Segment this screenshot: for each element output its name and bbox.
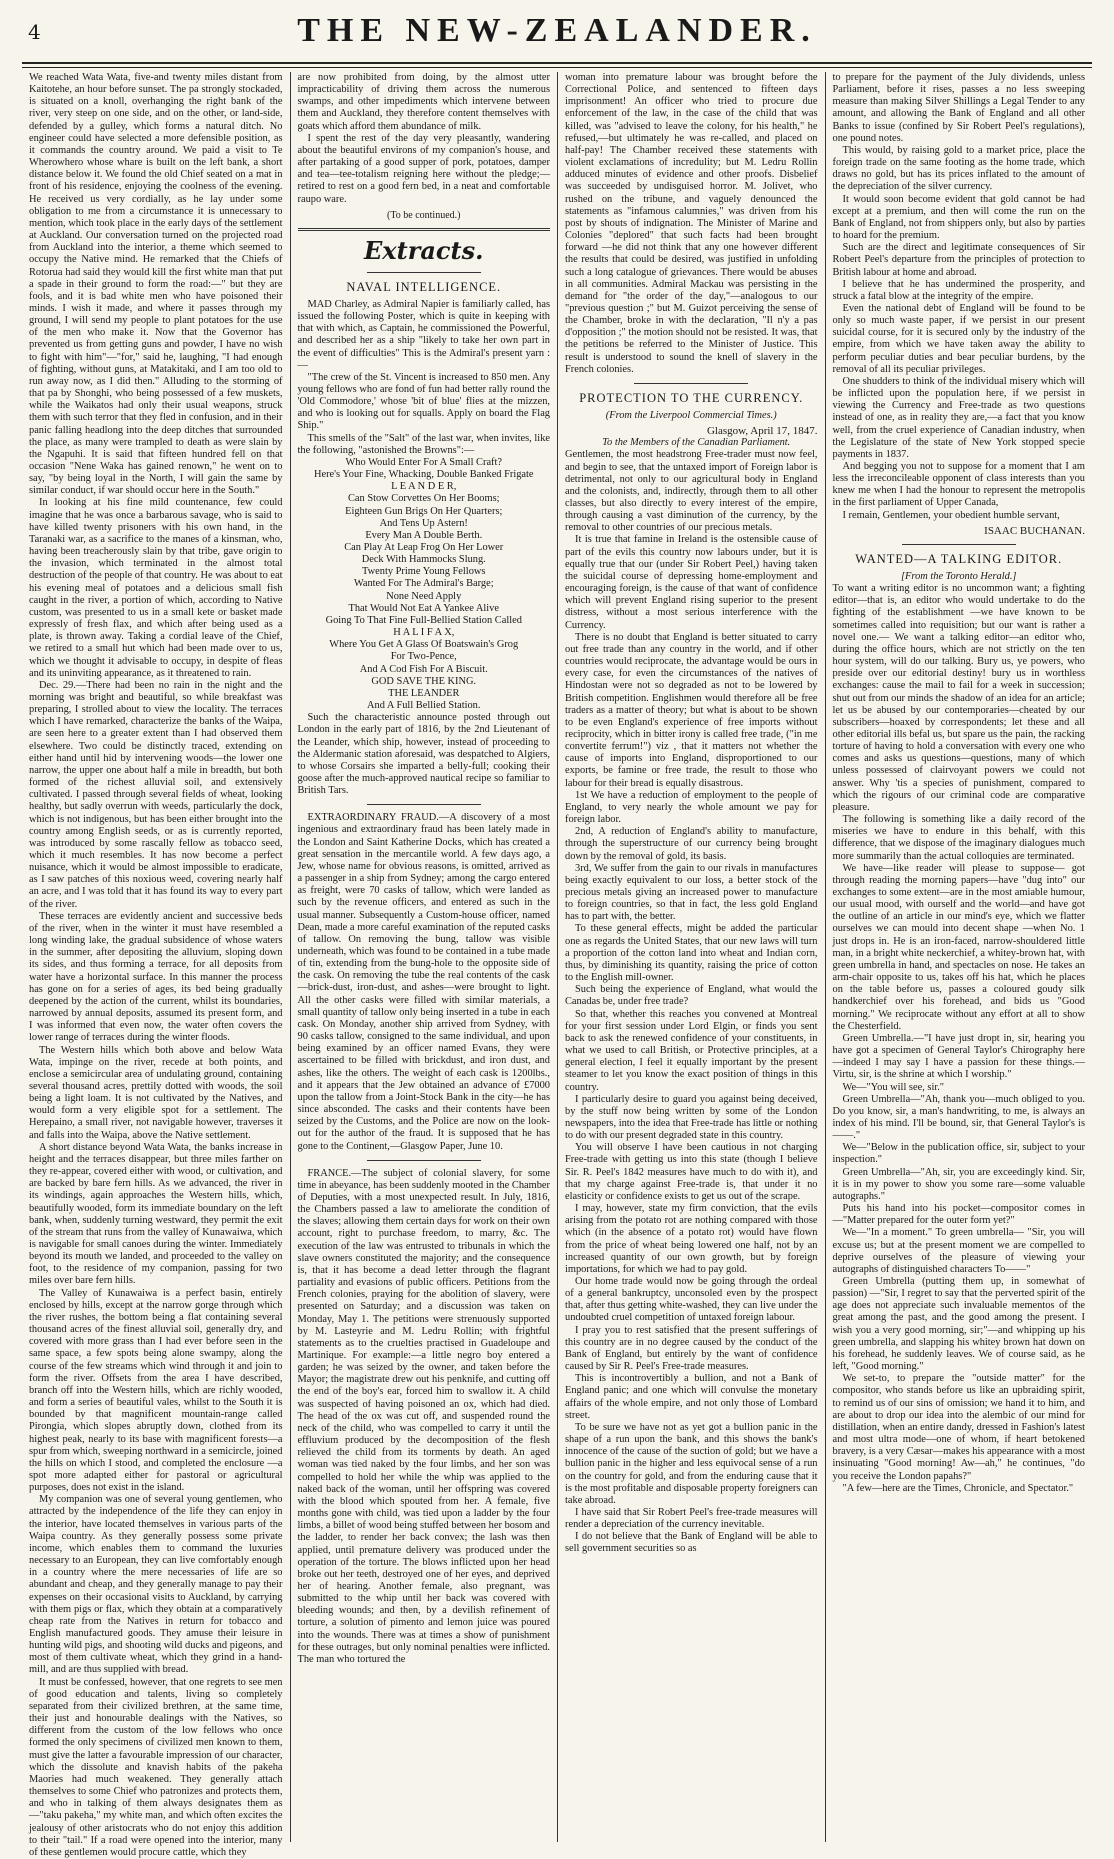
divider — [634, 383, 748, 384]
letter-paragraph: It is true that famine in Ireland is the ostensible cause of part of the evils this country now labours under, but it is equally true that our (under Sir Robert Peel,) having taken the suicidal course of depressing home-employment and encouraging foreign, is the cause of that want of confidence which will prevent England rising superior to the present distress, without a most serious interference with the Currency. — [565, 534, 818, 631]
currency-letter-continued — [833, 72, 1086, 522]
letter-paragraph: I do not believe that the Bank of England will be able to sell government securities so as — [565, 1531, 818, 1555]
currency-address: To the Members of the Canadian Parliament. — [602, 437, 791, 449]
verse-line: H A L I F A X, — [393, 627, 455, 639]
france-paragraph: FRANCE.—The subject of colonial slavery, for some time in abeyance, has been suddenly mooted in the Chamber of Deputies, with a most unexpected result. In July, 1816, the Chambers passed a law to ameliorate the condition of the slaves; allowing them certain days for work on their own account, right to purchase freedom, to marry, &c. The execution of the law was entrusted to tribunals in which the slave owners constituted the majority; and the consequence is, that it has become a dead letter through the flagrant partiality and evasions of public officers. Petitions from the French colonies, praying for the abolition of slavery, were presented on Saturday; and a discussion was taken on Monday, May 1. The petitions were strenuously supported by M. Lasteyrie and M. Ledru Rollin; with frightful statements as to the cruelties practised in Guadeloupe and Martinique. For example:—a little negro boy entered a garden; he was seized by the owner, and taken before the Mayor; the magistrate drew out his penknife, and cutting off the end of the boy's ear, forced him to swallow it. A child was suspected of having poisoned an ox, which had died. The head of the ox was cut off, and suspended round the neck of the child, who was compelled to carry it until the effluvium produced by the decomposition of the flesh relieved the child from its torments by death. An aged woman was tied naked by the four limbs, and her son was compelled to hold her while the whip was applied to the naked back of the woman, until her offspring was covered with the blood which spouted from her. A female, five months gone with child, was tied upon a ladder by the four limbs, a billet of wood being stuffed between her bosom and the ladder, to render her back convex; the lash was then applied, until premature delivery was produced under the operation of the torture. The blows inflicted upon her head broke out her teeth, destroyed one of her eyes, and deprived her of hearing. Another female, also pregnant, was submitted to the whip until her back was covered with bleeding wounds; and then, by a devilish refinement of torture, a solution of pimento and lemon juice was poured into the wounds. There was at times a show of punishment for these outrages, but only nominal penalties were inflicted. The man who tortured the — [297, 1167, 550, 1665]
article-paragraph: I spent the rest of the day very pleasantly, wandering about the beautiful environs of my companion's house, and after partaking of a good supper of pork, potatoes, damper and tea—tee-totalism reigning here without the pledge;—retired to rest on a good fern bed, in a neat and comfortable raupo ware. — [297, 132, 550, 205]
divider — [367, 272, 481, 273]
article-paragraph: Puts his hand into his pocket—compositor comes in—"Matter prepared for the outer form yet?" — [832, 1203, 1085, 1227]
letter-paragraph: To these general effects, might be added the particular one as regards the United States, that our new laws will turn a proportion of the cotton land into wheat and Indian corn, thus, by diminishing its quantity, raising the price of cotton to the English mill-owner. — [565, 923, 818, 984]
currency-title: PROTECTION TO THE CURRENCY. — [579, 390, 804, 405]
letter-paragraph: I may, however, state my firm conviction, that the evils arising from the potato rot are nothing compared with those which (in the absence of a potato rot) would have flown from the price of wheat being lowered one half, not by an increased quantity of our own growth, but by foreign importations, for which we had to pay gold. — [565, 1203, 818, 1275]
column-1-body — [29, 72, 283, 1859]
letter-paragraph: 2nd, A reduction of England's ability to manufacture, through the superstructure of our currency being brought down by the removal of gold, its basis. — [565, 826, 818, 862]
fraud-paragraph: EXTRAORDINARY FRAUD.—A discovery of a most ingenious and extraordinary fraud has been lately made in the London and Saint Katherine Docks, which has created a great sensation in the mercantile world. A few days ago, a Jew, whose name for obvious reasons, is omitted, arrived as a passenger in a ship from Sydney; among the cargo entered as freight, were 70 casks of tallow, which were landed as such by the revenue officers, and entered as such in the usual manner. Subsequently a Custom-house officer, named Dean, made a more careful examination of the reputed casks of tallow. On removing the bung, tallow was visible underneath, which was found to be contained in a tube made of tin, extending from the bung-hole to the opposite side of the cask. On removing the tube the real contents of the cask—brick-dust, iron-dust, and ashes—were brought to light. All the other casks were filled with similar materials, a small quantity of tallow only being inserted in a tube in each cask. On Monday, another ship arrived from Sydney, with 90 casks tallow, consigned to the same individual, and upon being examined by an officer named Evans, they were ascertained to be filled with brickdust, and iron dust, and ashes, like the others. The weight of each cask is 1200lbs., and it appears that the Jew obtained an advance of £7000 upon the tallow from a Joint-Stock Bank in the city—he has since absconded. The casks and their contents have been seized by the Customs, and the Police are now on the look-out for the author of the fraud. It is supposed that he has gone to the Continent,—Glasgow Paper, June 10. — [297, 812, 550, 1152]
newspaper-title: THE NEW-ZEALANDER. — [297, 12, 817, 49]
letter-paragraph: Even the national debt of England will be found to be only so much waste paper, if we persist in our present suicidal course, for it is secured only by the industry of the empire, from which we have taken away the ability to perform peculiar duties and bear peculiar burdens, by the removal of all its peculiar privileges. — [832, 302, 1085, 375]
currency-source: (From the Liverpool Commercial Times.) — [605, 409, 777, 421]
letter-paragraph: And begging you not to suppose for a moment that I am less the irreconcileable opponent of class interests than you knew me when I had the honour to represent the metropolis in the first parliament of Upper Canada, — [832, 461, 1085, 509]
verse-line: THE LEANDER — [388, 687, 460, 699]
letter-paragraph: I remain, Gentlemen, your obedient humble servant, — [842, 509, 1060, 521]
letter-paragraph: Such are the direct and legitimate consequences of Sir Robert Peel's departure from the principles of protection to British labour at home and abroad. — [832, 242, 1085, 278]
letter-paragraph: I pray you to rest satisfied that the present sufferings of this country are in no degree caused by the conduct of the Bank of England, but entirely by the want of confidence caused by Sir R. Peel's Free-trade measures. — [565, 1324, 818, 1373]
letter-paragraph: To be sure we have not as yet got a bullion panic in the shape of a run upon the bank, and this shows the bank's innocence of the cause of the suction of gold; but we have a bullion panic in the higher and less equivocal sense of a run on the country for gold, and from the enduring cause that it is the most profitable and disposable property foreigners can take abroad. — [565, 1421, 818, 1506]
divider — [367, 804, 481, 805]
letter-paragraph: So that, whether this reaches you convened at Montreal for your first session under Lord Elgin, or finds you sent back to ask the renewed confidence of your constituents, in what we used to call British, or Protective principles, at a general election, I feel it equally important by the present steamer to let you know the exact position of things in this country. — [565, 1008, 818, 1093]
extracts-heading: Extracts. — [364, 235, 484, 265]
article-paragraph: Green Umbrella.—"I have just dropt in, sir, hearing you have got a specimen of General Taylor's Chirography here—indeed I may say I have a passion for these things.—Virtu, sir, is the shrine at which I worship." — [832, 1032, 1085, 1081]
verse-line: And A Cod Fish For A Biscuit. — [359, 663, 488, 675]
article-paragraph: Such the characteristic announce posted through out London in the early part of 1816, by the 2nd Lieutenant of the Leander, which ship, however, instead of proceeding to the Aldermanic station aforesaid, was despatched to Algiers, to whose Corsairs she imparted a belly-full; cooking their goose after the much-approved nautical recipe so familiar to British Tars. — [297, 712, 550, 797]
article-paragraph: These terraces are evidently ancient and successive beds of the river, when in the winter it must have resembled a long winding lake, the gradual subsidence of whose waters in the summer, after depositing the alluvium, sloping down its sides, and thus forming a terrace, for all deposits from water have a horizontal surface. In this manner the process has gone on for a series of ages, its bed being gradually deepened by the action of the current, whilst its boundaries, narrowed by annual deposits, assumed its present form, and I was informed that even now, the water often covers the lower range of terraces during the winter floods. — [29, 910, 283, 1044]
article-quote: "The crew of the St. Vincent is increased to 850 men. Any young fellows who are fond of fun had better rally round the 'Old Commodore,' whose 'bit of blue' flies at the mizzen, and who is looking out for squalls. Apply on board the Flag Ship." — [297, 371, 550, 432]
divider — [367, 1160, 481, 1161]
article-paragraph: We set-to, to prepare the "outside matter" for the compositor, who stands before us like an upbraiding spirit, to remind us of our sins of omission; we hand it to him, and are about to drop our idea into the alembic of our mind for distillation, when an entire dandy, dressed in Fashion's latest and most ultra mode—one of whom, if heart betokened bravery, is a very Cæsar—makes his appearance with a most insinuating "Good morning! Aw—ah," he continues, "do you receive the London papahs?" — [832, 1373, 1085, 1482]
wanted-source: [From the Toronto Herald.] — [901, 570, 1017, 582]
naval-title: NAVAL INTELLIGENCE. — [346, 279, 502, 294]
verse-line: And Tens Up Astern! — [379, 517, 468, 529]
verse-line: Deck With Hammocks Slung. — [361, 554, 486, 566]
article-paragraph: MAD Charley, as Admiral Napier is familiarly called, has issued the following Poster, which is quite in keeping with that with which, as Captain, he commissioned the Powerful, and described her as a ship "likely to take her own part in the event of difficulties" This is the Admiral's present yarn :— — [297, 298, 550, 371]
letter-paragraph: I believe that he has undermined the prosperity, and struck a fatal blow at the integrity of the empire. — [832, 278, 1085, 302]
article-paragraph: In looking at his fine mild countenance, few could imagine that he was once a barbarous savage, who is said to have killed twenty prisoners with his own hand, in the Taranaki war, as a sacrifice to the manes of a kinsman, who, having been treacherously slain by that tribe, gave origin to the invasion, which terminated in the almost total destruction of the people of that country. He was about to eat his evening meal of potatoes and a delicious small fish caught in the river, a portion of which, according to Native custom, was presented to us in a small kete or basket made expressly of fresh flax, and which after being used as a plate, is thrown away. Taking a cordial leave of the Chief, we retired to a small hut which had been made over to us, which we thought it advisable to occupy, in despite of fleas and its uninviting appearance, as it threatened to rain. — [29, 497, 283, 679]
article-paragraph: This smells of the "Salt" of the last war, when invites, like the following, "astonished the Browns":— — [297, 432, 550, 456]
article-paragraph: A short distance beyond Wata Wata, the banks increase in height and the terraces disappear, but three miles farther on they re-appear, covered either with wood, or cultivation, and are backed by bare fern hills. As we advanced, the river in its windings, again approaches the Western hills, which, beautifully wooded, form its immediate boundary on the left bank, when, suddenly turning westward, they permit the exit of the stream that runs from the valley of Kunawaiwa, which is navigable for small canoes during the winter. Immediately beyond its mouth we landed, and proceeded to the valley on foot, to the residence of my companion, passing for two miles over bare fern hills. — [29, 1141, 283, 1287]
verse-line: L E A N D E R, — [391, 481, 457, 493]
verse-line: Wanted For The Admiral's Barge; — [353, 578, 494, 590]
article-paragraph: Green Umbrella—"Ah, sir, you are exceedingly kind. Sir, it is in my power to show you some rare—some valuable autographs." — [832, 1166, 1085, 1202]
letter-paragraph: I particularly desire to guard you against being deceived, by the stuff now being written by some of the London newspapers, into the idea that Free-trade has little or nothing to do with our present degraded state in this country. — [565, 1093, 818, 1142]
verse-line: For Two-Pence, — [390, 651, 457, 663]
column-3 — [557, 72, 825, 1842]
article-paragraph: We have—like reader will please to suppose— got through reading the morning papers—have "dug into" our exchanges to some extent—are in the most amiable humour, our usual mood, with ourself and the world—and have got the outline of an article in our mind's eye, which we flatter ourselves we can mould into decent shape —when No. 1 just drops in. He is an iron-faced, narrow-shouldered little man, in a bright white neckerchief, a whitey-brown hat, with green umbrella in hand, and spectacles on nose. He takes an arm-chair opposite to us, takes off his hat, which he places on the table before us, passes a coloured goudy silk handkerchief over his forehead, and bids us "Good morning." We reciprocate without any effort at all to show the Chesterfield. — [832, 862, 1085, 1032]
letter-paragraph: to prepare for the payment of the July dividends, unless Parliament, before it rises, passes a no less sweeping measure than making Silver Shillings a Legal Tender to any amount, and allowing the Bank of England and all other Banks to issue (confined by Sir Robert Peel's regulations), one pound notes. — [832, 72, 1085, 144]
article-paragraph: We—"In a moment." To green umbrella— "Sir, you will excuse us; but at the present moment we are compelled to deprive ourselves of the pleasure of viewing your autographs of distinguished characters To——" — [832, 1227, 1085, 1275]
article-paragraph: are now prohibited from doing, by the almost utter impracticability of driving them across the numerous swamps, and other impediments which intervene between them and Auckland, they therefore content themselves with goats which afford them abundance of milk. — [297, 72, 550, 132]
letter-signature: ISAAC BUCHANAN. — [984, 524, 1085, 537]
article-paragraph: Green Umbrella (putting them up, in somewhat of passion) —"Sir, I regret to say that the perverted spirit of the age does not appreciate such invaluable mementos of the great among the past, and the good among the present. I wish you a very good morning, sir;"—and whipping up his green umbrella, and slapping his whitey brown hat down on his forehead, he suddenly leaves. We of course said, as he left, "Good morning." — [832, 1276, 1085, 1373]
article-paragraph: We—"Below in the publication office, sir, subject to your inspection." — [832, 1142, 1085, 1166]
letter-paragraph: Such being the experience of England, what would the Canadas be, under free trade? — [565, 984, 818, 1008]
verse-line: Where You Get A Glass Of Boatswain's Grog — [329, 639, 519, 651]
column-2 — [290, 72, 558, 1842]
column-1 — [22, 72, 290, 1858]
letter-paragraph: This would, by raising gold to a market price, place the foreign trade on the same footing as the home trade, which draws no gold, but has its prices inflated to the amount of the depreciation of the silver currency. — [832, 144, 1085, 193]
currency-dateline: Glasgow, April 17, 1847. — [706, 425, 818, 438]
article-paragraph: The Western hills which both above and below Wata Wata, impinge on the river, recede at both points, and enclose a semicircular area of undulating ground, containing several thousand acres, prettily dotted with woods, the soil being a light loam. It is not cultivated by the Natives, and would form a very eligible spot for a settlement. The Herepaino, a small river, not navigable however, traverses it and falls into the Waipa, above the Native settlement. — [29, 1044, 283, 1141]
letter-paragraph: Our home trade would now be going through the ordeal of a general bankruptcy, unconsoled even by the prospect that, after thus getting white-washed, they can live under the undoubted cruel competition of untaxed foreign labour. — [565, 1276, 818, 1324]
letter-paragraph: One shudders to think of the individual misery which will be inflicted upon the population here, if we persist in viewing the Currency and Free-trade as two questions instead of one, as in reality they are,—a fact that you know well, from the cruel experience of Canadian industry, when the Legislature of the state of New York stopped specie payments in 1837. — [832, 375, 1085, 460]
letter-paragraph: This is incontrovertibly a bullion, and not a Bank of England panic; and one which will convulse the monetary affairs of the whole empire, and not only those of Lombard street. — [565, 1373, 818, 1421]
letter-paragraph: 1st We have a reduction of employment to the people of England, to very nearly the whole amount we pay for foreign labor. — [565, 789, 818, 826]
article-paragraph: We reached Wata Wata, five-and twenty miles distant from Kaitotehe, an hour before sunset. The pa strongly stockaded, is situated on a knoll, overhanging the right bank of the river, very steep on one side, and on the other, or land-side, defended by a gulley, which forms a natural ditch. No engineer could have selected a more defensible position, as it commands the country around. We paid a visit to Te Wherowhero whose whare is built on the left bank, a short distance below it. We found the old Chief seated on a mat in front of his residence, enjoying the coolness of the evening. He received us very cordially, as he lay under some obligation to me from a circumstance it is unnecessary to mention, which took place in the early days of the settlement at Auckland. Our conversation turned on the projected road from Auckland into the interior, a theme which seemed to occupy the Native mind. He remarked that the Chiefs of Rotorua had said they would kill the first white man that put a spade in their ground to form the road:—" but they are fools, and it is bad white men who have poisoned their minds. I wish it made, and where it passes through my ground, I will send my people to plant potatoes for the use of the men who make it. Now that the Governor has prevented us from getting guns and powder, I have no wish to fight with him"—"for," said he, laughing, "I had enough of fighting, without guns, at Matakitaki, and I am too old to run away now, as I did then." Alluding to the storming of that pa by Shonghi, who being possessed of a few muskets, while the Waikatos had only their usual weapons, struck them with such terror that they fled in confusion, and in their panic falling headlong into the deep ditches that surrounded the place, as many were trampled to death as were slain by the Ngapuhi. It is said that fifteen hundred fell on that occasion "Nene Waka has gained renown," he went on to say, "by being loyal in the North, I will gain the same by similar conduct, if war should occur here in the South." — [29, 72, 283, 497]
article-paragraph: The following is something like a daily record of the miseries we have to endure in this behalf, with this difference, that we dispose of the imaginary dialogues much more summarily than the actual colloquies are terminated. — [832, 814, 1085, 862]
letter-paragraph: Gentlemen, the most headstrong Free-trader must now feel, and begin to see, that the untaxed import of Foreign labor is detrimental, not only to our agricultural body in England and the colonists, and, indirectly, through them to all other classes, but also directly to every interest of the empire, through causing a vast diminution of the currency, by the removal to other countries of our precious metals. — [565, 449, 818, 534]
letter-paragraph: You will observe I have been cautious in not charging Free-trade with getting us into this state (though I believe Sir. R. Peel's 1842 measures have much to do with it), and that my charge against Free-trade is, that under it no elasticity or confidence exists to get us out of the scrape. — [565, 1142, 818, 1202]
masthead — [22, 0, 1092, 64]
letter-paragraph: 3rd, We suffer from the gain to our rivals in manufactures being exactly equivalent to our loss, a better stock of the precious metals giving an increased power to manufacture to foreign countries, so that in fact, the less gold England has to part with, the better. — [565, 862, 818, 923]
verse-line: Who Would Enter For A Small Craft? — [345, 456, 503, 468]
verse-line: Can Stow Corvettes On Her Booms; — [347, 493, 500, 505]
article-paragraph: woman into premature labour was brought before the Correctional Police, and sentenced to fifteen days imprisonment! An officer who tried to procure due enforcement of the law, in the case of the child that was killed, was "advised to leave the colony, for his health," he refused,—but ultimately he was re-called, and placed on half-pay! The Chamber received these statements with violent exclamations of incredulity; but M. Ledru Rollin adduced minutes of evidence and other proofs. Disbelief was succeeded by undisguised horror. M. Jolivet, who rushed on the tribune, and vaguely denounced the statements as "infamous calumnies," was driven from his post by shouts of indignation. The Minister of Marine and Colonies "deplored" that such facts had been brought forward —he did not think that any one however different the results that could be desired, was justified in unfolding such a long catalogue of grievances. There would be abuses in all communities. Admiral Mackau was persisting in the demand for "the order of the day,"—analogous to our "previous question ;" but M. Guizot perceiving the sense of the Chamber, broke in with the declaration, "Il n'y a pas d'opposition ;" the motion should not be resisted. It was, that the petitions be referred to the Minister of Justice. This result is understood to sound the knell of slavery in the French colonies. — [565, 72, 818, 375]
verse-line: GOD SAVE THE KING. — [371, 675, 477, 687]
section-rule — [298, 228, 551, 231]
letter-paragraph: I have said that Sir Robert Peel's free-trade measures will render a depreciation of the currency inevitable. — [565, 1506, 818, 1531]
letter-paragraph: There is no doubt that England is better situated to carry out free trade than any country in the world, and if other countries would reciprocate, the advantage would be ours in every case, for even the circumstances of the natives of Hindostan were not so degraded as not to be lowered by British competition. Englishmen would therefore all be free traders as a matter of theory; but what is about to be shown to be even England's experience of free imports without reciprocity, which in bitter irony is called free trade, ("in me convertite ferrum!") viz , that it matters not whether the cause of imports into England, disproportioned to our exports, be famine or free trade, the result to those who labour for their bread is equally disastrous. — [565, 631, 818, 789]
divider — [902, 544, 1016, 545]
column-4 — [825, 72, 1093, 1842]
article-paragraph: Green Umbrella—"Ah, thank you—much obliged to you. Do you know, sir, a man's handwriting, to me, is always an index of his mind. I'll be bound, sir, that General Taylor's is——." — [832, 1093, 1085, 1142]
continued-note: (To be continued.) — [387, 209, 461, 221]
verse-line: Twenty Prime Young Fellows — [362, 566, 486, 578]
article-paragraph: We—"You will see, sir." — [842, 1081, 945, 1093]
verse-line: That Would Not Eat A Yankee Alive — [348, 602, 499, 614]
wanted-article-body — [833, 583, 1086, 1495]
article-paragraph: To want a writing editor is no uncommon want; a fighting editor—that is, an editor who would undertake to do the fighting of the establishment —we have known to be sometimes called into requisition; but our want is rather a novel one.— We want a talking editor—an editor who, during the office hours, which are not strictly on the ten hour system, will do our talking. Bury us, ye powers, who preside over our editorial destiny! bury us in worthless exchanges: cause the mail to fail for a week in succession; shut out from our minds the shadow of an idea for an article; let us be abused by our contemporaries—cheated by our subscribers—hoaxed by correspondents; let these and all other editorial ills befal us, but spare us the pain, the racking torture of having to hold a conversation with every one who comes and asks us questions—questions, many of which unless possessed of clairvoyant powers we could not answer. Why 'tis a species of punishment, compared to which the rigours of our criminal code are comparative pleasure. — [832, 583, 1085, 813]
poster-verse — [298, 457, 551, 712]
wanted-title: WANTED—A TALKING EDITOR. — [855, 551, 1063, 566]
verse-line: Eighteen Gun Brigs On Her Quarters; — [345, 505, 503, 517]
masthead-rule — [22, 67, 1092, 68]
columns — [22, 72, 1092, 1858]
verse-line: Can Play At Leap Frog On Her Lower — [344, 542, 504, 553]
verse-line: And A Full Bellied Station. — [367, 700, 481, 712]
article-paragraph: Dec. 29.—There had been no rain in the night and the morning was bright and beautiful, so while breakfast was preparing, I strolled about to view the locality. The terraces which I have remarked, characterize the banks of the Waipa, are seen here to a greater extent than I had observed them elsewhere. Two could be distinctly traced, extending on either hand until hid by intervening woods—the lower one narrow, the upper one about half a mile in breadth, but both formed of the richest alluvial soil, and extensively cultivated. I passed through several fields of wheat, looking healthy, but sadly overrun with weeds, particularly the dock, which is not indigenous, but has been either brought into the country among English seeds, or as is currently reported, was introduced by some rascally fellow as tobacco seed, which it much resembles. It has now become a perfect nuisance, which it would be almost impossible to eradicate, as I saw patches of this noxious weed, covering nearly half an acre, and I was told that it has found its way to every part of the river. — [29, 679, 283, 910]
verse-line: None Need Apply — [386, 590, 462, 602]
verse-line: Every Man A Double Berth. — [365, 529, 483, 541]
article-paragraph: The Valley of Kunawaiwa is a perfect basin, entirely enclosed by hills, except at the narrow gorge through which the river rushes, the bottom being a flat containing several thousand acres of the finest alluvial soil, generally dry, and covered with more grass than I had ever before seen in the same space, a few spots being alone swampy, along the course of the few streams which wind through it and join to form the river. Offsets from the area I have described, branch off into the Western hills, which are richly wooded, and form a series of beautiful vales, whilst to the South it is bounded by that magnificent mountain-range called Pirongia, which slopes abruptly down, clothed from its highest peak, nearly to its base with magnificent forests—a spur from which, sweeping northward in a semicircle, joined the hills on which I stood, and completed the enclosure —a spot more adapted either for pastoral or agricultural purposes, does not exist in the island. — [29, 1287, 283, 1494]
page-number: 4 — [28, 20, 41, 44]
article-paragraph: It must be confessed, however, that one regrets to see men of good education and talents, living so completely separated from their civilized brethren, at the same time, their just and honourable dealings with the Natives, so different from the custom of the low fellows who once formed the only specimens of civilized men known to them, must give the latter a favourable impression of our character, which the dissolute and knavish habits of the pakeha Maories had much weakened. They generally attach themselves to some Chief who patronizes and protects them, and who in talking of them always designates them as—"taku pakeha," my white man, and which often excites the jealousy of other aristocrats who do not enjoy this addition to their "tail." If a road were opened into the interior, many of these gentlemen would procure cattle, which they — [29, 1676, 283, 1858]
verse-line: Here's Your Fine, Whacking, Double Banked Frigate — [313, 469, 534, 481]
verse-line: Going To That Fine Full-Bellied Station Called — [325, 614, 522, 626]
article-paragraph: "A few—here are the Times, Chronicle, and Spectator." — [842, 1482, 1074, 1494]
letter-paragraph: It would soon become evident that gold cannot be had except at a premium, and then will come the run on the Bank of England, not from shippers only, but also by parties to hoard for the premium. — [832, 193, 1085, 242]
article-paragraph: My companion was one of several young gentlemen, who attracted by the independence of the life they can enjoy in the interior, have located themselves in various parts of the Waipa country. As they generally possess some private income, which enables them to command the luxuries necessary to an European, they can live comfortably enough in a country where the mere necessaries of life are so abundant and cheap, and they generally manage to pay their expenses on their occasional visits to Auckland, by carrying with them pigs or flax, which they obtain at a comparatively cheap rate from the Natives in return for tobacco and English manufactured goods. They amuse their leisure in hunting wild pigs, and shooting wild ducks and pigeons, and most of them cultivate wheat, which they grind in a hand-mill, and are thus supplied with bread. — [29, 1494, 283, 1676]
currency-letter-body — [565, 449, 818, 1555]
